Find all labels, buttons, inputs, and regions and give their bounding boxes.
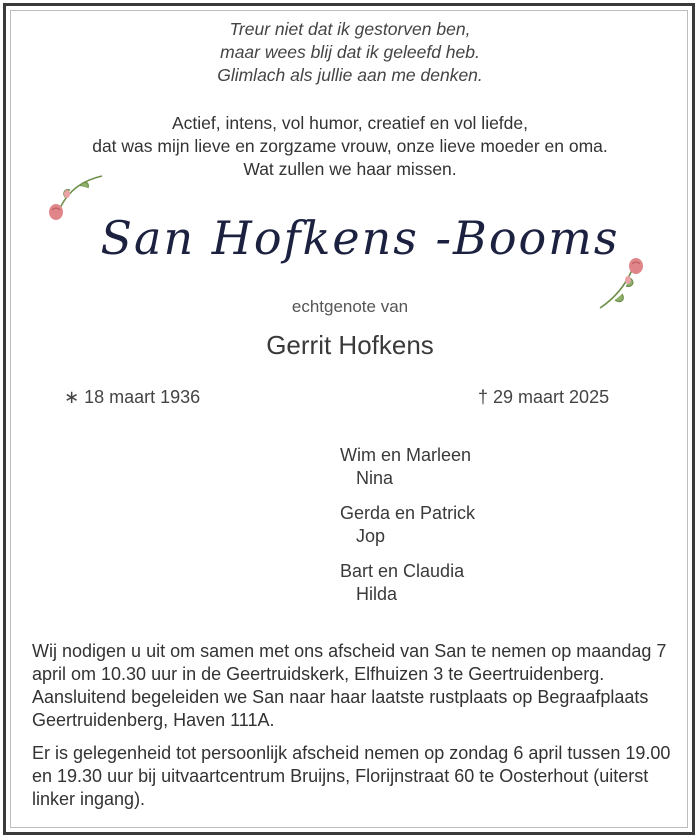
intro-line: Actief, intens, vol humor, creatief en vol liefde, (171, 113, 528, 133)
poem-line: maar wees blij dat ik geleefd heb. (220, 42, 480, 62)
rose-left-icon (49, 176, 102, 220)
deceased-name-graphic (40, 168, 660, 318)
family-parents: Wim en Marleen (340, 445, 472, 465)
family-child: Jop (356, 526, 386, 546)
birth-date: ∗ 18 maart 1936 (64, 387, 201, 407)
family-parents: Bart en Claudia (340, 561, 465, 581)
spouse-label: echtgenote van (291, 297, 409, 316)
family-child: Nina (356, 468, 394, 488)
intro-line: dat was mijn lieve en zorgzame vrouw, onze lieve moeder en oma. (92, 136, 608, 156)
poem (0, 18, 700, 87)
family-group (340, 502, 475, 548)
poem-line: Glimlach als jullie aan me denken. (217, 65, 483, 85)
family-child: Hilda (356, 584, 398, 604)
notice-paragraph: Er is gelegenheid tot persoonlijk afscheid nemen op zondag 6 april tussen 19.00 en 19.30 uur bij uitvaartcentrum Bruijns, Florijnstraat 60 te Oosterhout (uiterst linker ingang). (32, 743, 671, 809)
family-group (340, 444, 475, 490)
death-date: † 29 maart 2025 (478, 387, 610, 407)
family-parents: Gerda en Patrick (340, 503, 476, 523)
poem-line: Treur niet dat ik gestorven ben, (229, 19, 471, 39)
funeral-notice (32, 640, 672, 821)
intro-line: Wat zullen we haar missen. (243, 159, 457, 179)
deceased-name: San Hofkens -Booms (100, 211, 620, 265)
family-list (340, 444, 475, 618)
family-group (340, 560, 475, 606)
notice-paragraph: Wij nodigen u uit om samen met ons afscheid van San te nemen op maandag 7 april om 10.30 uur in de Geertruidskerk, Elfhuizen 3 te Geertruidenberg. Aansluitend begeleiden we San naar haar laatste rustplaats op Begraafplaats Geertruidenberg, Haven 111A. (32, 641, 667, 730)
spouse-name: Gerrit Hofkens (266, 330, 434, 360)
